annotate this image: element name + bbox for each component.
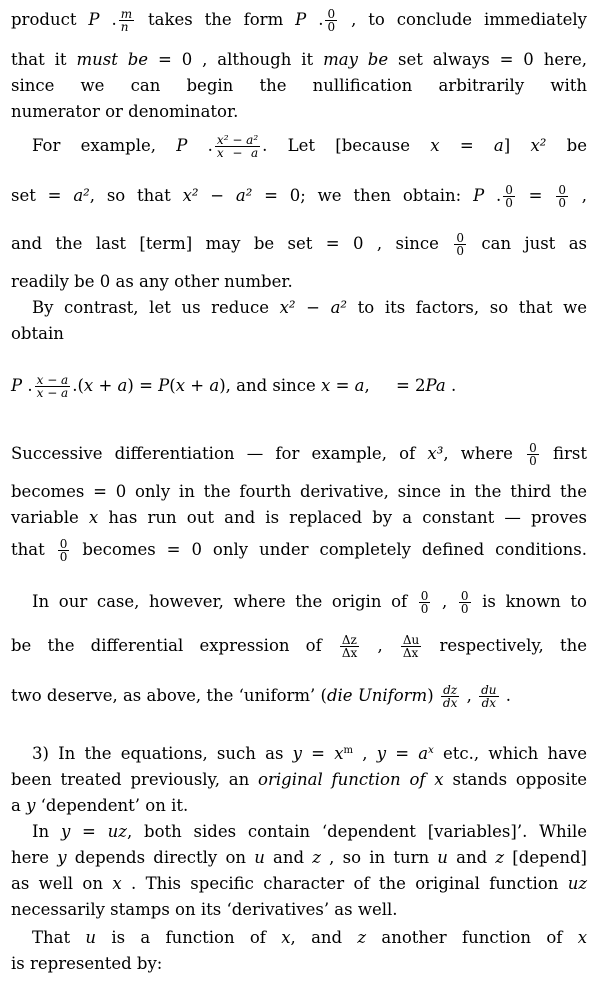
text-line-7: and the last [term] may be set = 0 , since $\frac{0}{0}$ can just as (11, 231, 587, 258)
text-line-18: two deserve, as above, the ‘uniform’ (die Uniform) $\frac{dz}{dx}$ , $\frac{du}{dx}$ . (11, 683, 512, 710)
text-line-4: numerator or denominator. (11, 102, 239, 121)
fraction: $\frac{du}{dx}$ (481, 683, 497, 710)
text-line-2: that it must be = 0 , although it may be set always = 0 here, (11, 50, 587, 69)
fraction: $\frac{0}{0}$ (529, 441, 537, 468)
text-line-23: here y depends directly on u and z , so in turn u and z [depend] (11, 848, 587, 867)
text-line-6: set = a², so that x² − a² = 0; we then obtain: P . $\frac{0}{0}$ = $\frac{0}{0}$ , (11, 183, 588, 210)
text-line-15: that $\frac{0}{0}$ becomes = 0 only under completely defined conditions. (11, 537, 587, 564)
text-line-8: readily be 0 as any other number. (11, 272, 293, 291)
fraction: $\frac{0}{0}$ (59, 537, 68, 564)
text-line-25: necessarily stamps on its ‘derivatives’ as well. (11, 900, 398, 919)
fraction: $\frac{0}{0}$ (420, 589, 429, 616)
text-line-22: In y = uz, both sides contain ‘dependent [variables]’. While (32, 822, 588, 841)
fraction: $\frac{0}{0}$ (456, 231, 464, 258)
equation-line: P . $\frac{x - a}{x - a}$ .(x + a) = P(x + a), and since x = a, = 2Pa . (11, 373, 457, 400)
text-line-16: In our case, however, where the origin of $\frac{0}{0}$ , $\frac{0}{0}$ is known to (32, 589, 587, 616)
text-line-21: a y ‘dependent’ on it. (11, 796, 189, 815)
text-line-27: is represented by: (11, 954, 163, 973)
text-line-26: That u is a function of x, and z another function of x (32, 928, 587, 947)
text-line-9: By contrast, let us reduce x² − a² to its factors, so that we (32, 298, 587, 317)
text-line-3: since we can begin the nullification arbitrarily with (11, 76, 587, 95)
text-line-20: been treated previously, an original function of x stands opposite (11, 770, 587, 789)
text-line-19: 3) In the equations, such as $y = x^m$ , $y = a^x$ etc., which have (32, 744, 587, 763)
fraction: $\frac{\Delta z}{\Delta x}$ (341, 633, 358, 660)
fraction: $\frac{0}{0}$ (327, 7, 336, 34)
text-line-10: obtain (11, 324, 64, 343)
text-line-17: be the differential expression of $\frac{\Delta z}{\Delta x}$ , $\frac{\Delta u}{\Delta x}$ respectively, the (11, 633, 587, 660)
text-line-1: product P . $\frac{m}{n}$ takes the form P . $\frac{0}{0}$ , to conclude immediately (11, 7, 587, 34)
fraction: $\frac{0}{0}$ (558, 183, 566, 210)
text-line-14: variable x has run out and is replaced by a constant — proves (11, 508, 587, 527)
fraction: $\frac{0}{0}$ (505, 183, 513, 210)
fraction: $\frac{\text{x² − a²}}{x - a}$ (216, 133, 259, 160)
fraction: $\frac{\Delta u}{\Delta x}$ (402, 633, 420, 660)
text-line-13: becomes = 0 only in the fourth derivative, since in the third the (11, 482, 587, 501)
fraction: $\frac{dz}{dx}$ (442, 683, 458, 710)
text-line-12: Successive differentiation — for example, of x³, where $\frac{0}{0}$ first (11, 441, 587, 468)
text-line-5: For example, P . $\frac{\text{x² − a²}}{x - a}$ . Let [because x = a] x² be (32, 133, 587, 160)
fraction: $\frac{m}{n}$ (120, 7, 133, 34)
fraction: $\frac{x - a}{x - a}$ (36, 373, 69, 400)
text-line-24: as well on x . This specific character of the original function uz (11, 874, 588, 893)
fraction: $\frac{0}{0}$ (460, 589, 469, 616)
